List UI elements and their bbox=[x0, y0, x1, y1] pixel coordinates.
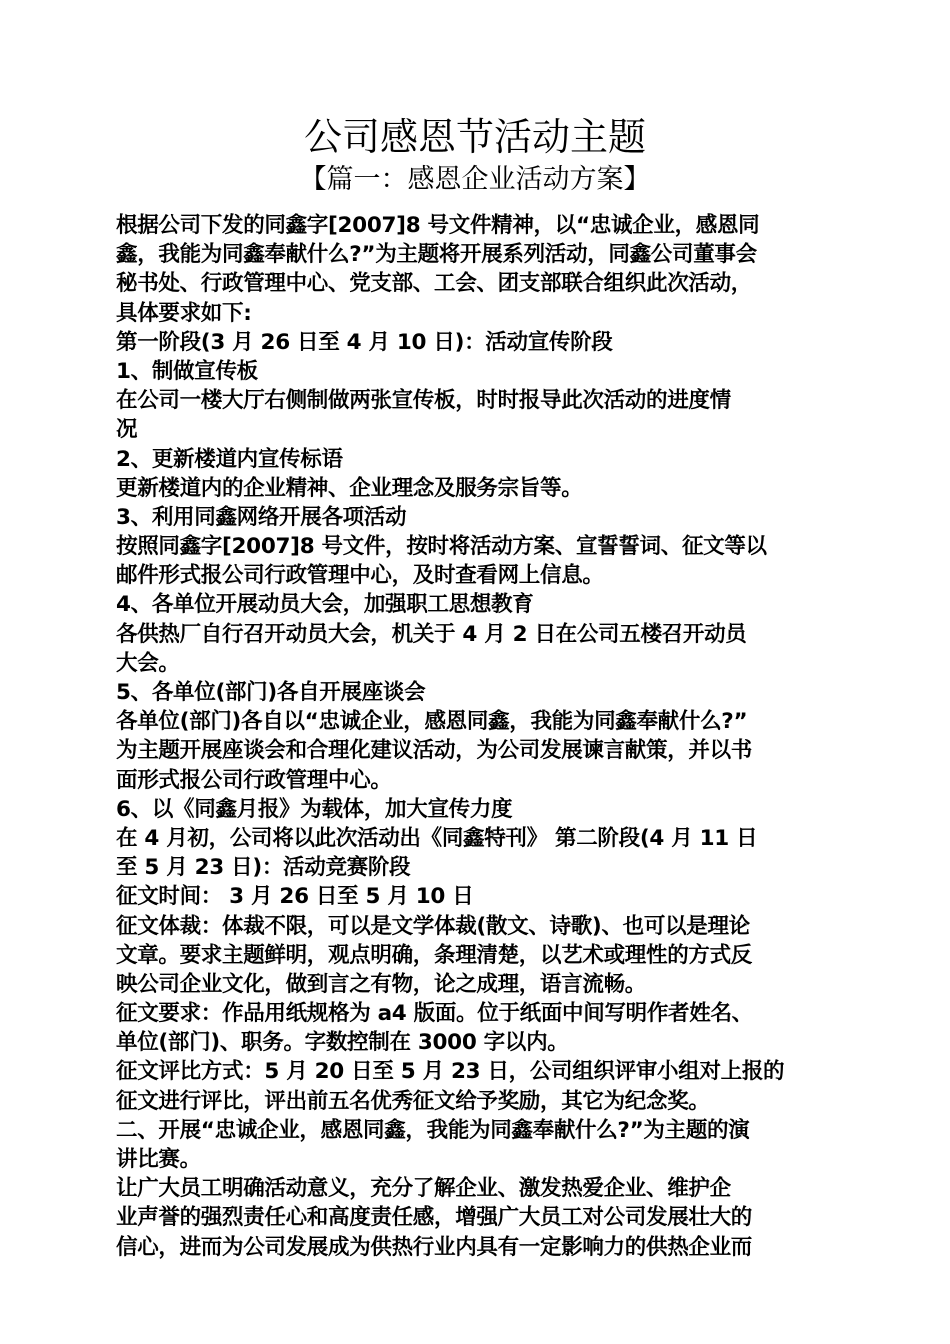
body-line: 根据公司下发的同鑫字[2007]8 号文件精神，以“忠诚企业，感恩同 bbox=[116, 213, 760, 238]
body-line: 征文评比方式：5 月 20 日至 5 月 23 日，公司组织评审小组对上报的 bbox=[116, 1059, 785, 1085]
body-line: 单位(部门)、职务。字数控制在 3000 字以内。 bbox=[116, 1030, 569, 1056]
body-line: 文章。要求主题鲜明，观点明确，条理清楚，以艺术或理性的方式反 bbox=[116, 942, 753, 968]
body-line: 至 5 月 23 日)：活动竞赛阶段 bbox=[116, 855, 411, 881]
body-line: 大会。 bbox=[116, 650, 180, 676]
body-line: 映公司企业文化，做到言之有物，论之成理，语言流畅。 bbox=[116, 971, 647, 997]
body-line: 征文体裁：体裁不限，可以是文学体裁(散文、诗歌)、也可以是理论 bbox=[116, 913, 750, 939]
body-line: 二、开展“忠诚企业，感恩同鑫，我能为同鑫奉献什么?”为主题的演 bbox=[116, 1117, 750, 1143]
body-line: 5、各单位(部门)各自开展座谈会 bbox=[116, 680, 426, 705]
body-line: 面形式报公司行政管理中心。 bbox=[116, 767, 392, 793]
body-line: 为主题开展座谈会和合理化建议活动，为公司发展谏言献策，并以书 bbox=[116, 738, 753, 764]
body-line: 让广大员工明确活动意义，充分了解企业、激发热爱企业、维护企 bbox=[116, 1176, 731, 1202]
body-line: 第一阶段(3 月 26 日至 4 月 10 日)：活动宣传阶段 bbox=[116, 329, 613, 355]
body-line: 业声誉的强烈责任心和高度责任感，增强广大员工对公司发展壮大的 bbox=[116, 1205, 753, 1231]
body-line: 更新楼道内的企业精神、企业理念及服务宗旨等。 bbox=[116, 475, 583, 501]
body-line: 在公司一楼大厅右侧制做两张宣传板，时时报导此次活动的进度情 bbox=[116, 388, 731, 414]
body-line: 邮件形式报公司行政管理中心，及时查看网上信息。 bbox=[116, 563, 604, 589]
body-line: 6、以《同鑫月报》为载体，加大宣传力度 bbox=[116, 796, 513, 822]
body-line: 况 bbox=[116, 417, 138, 443]
body-line: 具体要求如下: bbox=[116, 300, 252, 326]
body-line: 鑫，我能为同鑫奉献什么?”为主题将开展系列活动，同鑫公司董事会 bbox=[116, 242, 757, 268]
body-line: 3、利用同鑫网络开展各项活动 bbox=[116, 504, 407, 530]
body-line: 4、各单位开展动员大会，加强职工思想教育 bbox=[116, 592, 534, 618]
document-subtitle: 【篇一：感恩企业活动方案】 bbox=[299, 164, 651, 195]
body-line: 1、制做宣传板 bbox=[116, 358, 258, 384]
body-line: 各单位(部门)各自以“忠诚企业，感恩同鑫，我能为同鑫奉献什么?” bbox=[116, 709, 748, 735]
body-line: 征文时间： 3 月 26 日至 5 月 10 日 bbox=[116, 884, 474, 910]
document-title: 公司感恩节活动主题 bbox=[303, 115, 646, 159]
body-line: 在 4 月初，公司将以此次活动出《同鑫特刊》 第二阶段(4 月 11 日 bbox=[116, 825, 758, 851]
body-line: 信心，进而为公司发展成为供热行业内具有一定影响力的供热企业而 bbox=[116, 1234, 753, 1260]
body-line: 2、更新楼道内宣传标语 bbox=[116, 446, 343, 472]
body-line: 按照同鑫字[2007]8 号文件，按时将活动方案、宣誓誓词、征文等以 bbox=[116, 534, 767, 560]
body-line: 讲比赛。 bbox=[116, 1147, 201, 1172]
body-line: 各供热厂自行召开动员大会，机关于 4 月 2 日在公司五楼召开动员 bbox=[116, 621, 747, 647]
body-line: 征文进行评比，评出前五名优秀征文给予奖励，其它为纪念奖。 bbox=[116, 1088, 710, 1114]
document-body bbox=[116, 211, 838, 1262]
body-line: 秘书处、行政管理中心、党支部、工会、团支部联合组织此次活动， bbox=[116, 271, 753, 297]
body-line: 征文要求：作品用纸规格为 a4 版面。位于纸面中间写明作者姓名、 bbox=[116, 1001, 753, 1027]
